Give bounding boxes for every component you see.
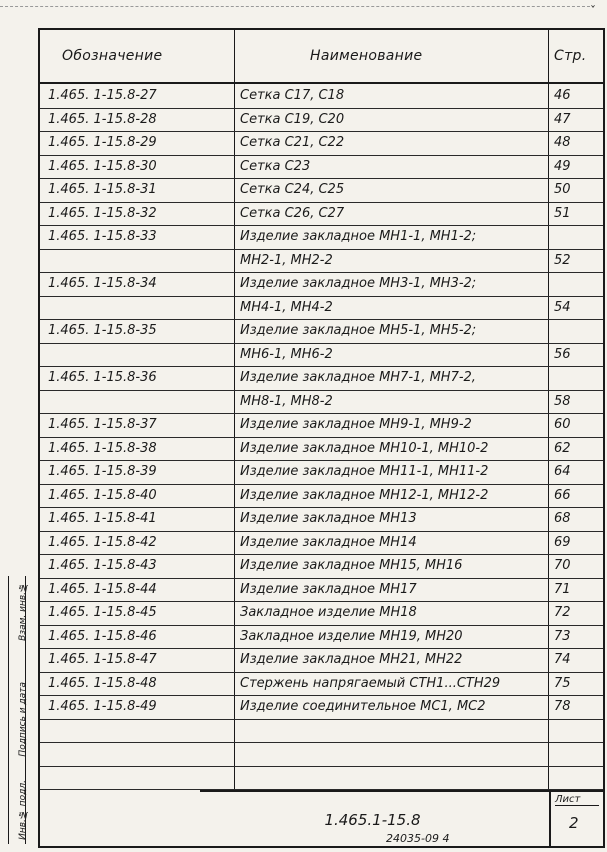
row-code: 1.465. 1-15.8-27 <box>48 88 157 103</box>
side-label-replacement: Взам. инв.№ <box>18 582 28 641</box>
row-name: Стержень напрягаемый СТН1...СТН29 <box>240 675 501 691</box>
table-row <box>40 319 603 344</box>
row-page: 75 <box>554 675 571 691</box>
row-code: 1.465. 1-15.8-45 <box>48 605 157 620</box>
row-name: Сетка С24, С25 <box>240 182 345 197</box>
row-code: 1.465. 1-15.8-48 <box>48 675 157 691</box>
table-row <box>40 672 603 697</box>
title-block-code: 1.465.1-15.8 <box>324 811 421 829</box>
row-code: 1.465. 1-15.8-38 <box>48 440 157 456</box>
table-row <box>40 155 603 180</box>
row-page: 71 <box>554 581 571 597</box>
row-name: МН6-1, МН6-2 <box>240 346 333 362</box>
table-row <box>40 343 603 368</box>
row-code: 1.465. 1-15.8-34 <box>48 276 157 291</box>
side-cell-replacement <box>8 576 26 676</box>
row-name: Закладное изделие МН18 <box>240 605 417 620</box>
top-edge-rule <box>0 6 590 7</box>
row-code: 1.465. 1-15.8-28 <box>48 111 157 127</box>
row-name: Сетка С19, С20 <box>240 111 345 127</box>
row-page: 64 <box>554 464 571 479</box>
row-code: 1.465. 1-15.8-42 <box>48 534 157 550</box>
row-name: Изделие соединительное МС1, МС2 <box>240 699 486 714</box>
row-name: Сетка С21, С22 <box>240 135 345 150</box>
row-page: 66 <box>554 487 571 503</box>
row-page: 68 <box>554 511 571 526</box>
sheet-label: Лист <box>555 794 599 806</box>
row-page: 54 <box>554 299 571 315</box>
row-name: Изделие закладное МН9-1, МН9-2 <box>240 417 472 432</box>
table-row <box>40 178 603 203</box>
table-row <box>40 695 603 720</box>
row-name: Изделие закладное МН1-1, МН1-2; <box>240 229 477 244</box>
header-page: Стр. <box>554 48 587 64</box>
row-page: 69 <box>554 534 571 550</box>
row-code: 1.465. 1-15.8-40 <box>48 487 157 503</box>
table-row <box>40 484 603 509</box>
table-row <box>40 625 603 650</box>
row-code: 1.465. 1-15.8-35 <box>48 323 157 338</box>
row-name: Изделие закладное МН15, МН16 <box>240 558 463 573</box>
row-name: Закладное изделие МН19, МН20 <box>240 628 463 644</box>
table-row <box>40 390 603 415</box>
row-page: 60 <box>554 417 571 432</box>
sheet-number-box <box>549 792 603 848</box>
table-row <box>40 272 603 297</box>
table-row <box>40 84 603 109</box>
table-row <box>40 366 603 391</box>
row-code: 1.465. 1-15.8-43 <box>48 558 157 573</box>
row-name: Изделие закладное МН7-1, МН7-2, <box>240 370 476 385</box>
row-name: МН4-1, МН4-2 <box>240 299 333 315</box>
row-page: 62 <box>554 440 571 456</box>
table-row <box>40 554 603 579</box>
header-name: Наименование <box>310 48 423 64</box>
row-code: 1.465. 1-15.8-31 <box>48 182 157 197</box>
row-code: 1.465. 1-15.8-33 <box>48 229 157 244</box>
table-row <box>40 249 603 274</box>
top-corner-mark: ˇ <box>590 4 596 18</box>
table-frame <box>38 28 605 848</box>
row-page: 52 <box>554 252 571 268</box>
row-code: 1.465. 1-15.8-39 <box>48 464 157 479</box>
row-page: 48 <box>554 135 571 150</box>
row-page: 50 <box>554 182 571 197</box>
row-page: 49 <box>554 158 571 174</box>
table-row <box>40 460 603 485</box>
row-name: Изделие закладное МН11-1, МН11-2 <box>240 464 489 479</box>
side-label-inventory: Инв.№ подл. <box>18 780 28 840</box>
row-name: Изделие закладное МН17 <box>240 581 417 597</box>
table-row <box>40 296 603 321</box>
table-row <box>40 202 603 227</box>
row-name: Изделие закладное МН10-1, МН10-2 <box>240 440 489 456</box>
side-label-signature: Подпись и дата <box>18 682 28 757</box>
table-row <box>40 578 603 603</box>
row-code: 1.465. 1-15.8-32 <box>48 205 157 221</box>
row-page: 56 <box>554 346 571 362</box>
row-page: 72 <box>554 605 571 620</box>
row-page: 74 <box>554 652 571 667</box>
sheet-number: 2 <box>569 814 579 832</box>
row-page: 47 <box>554 111 571 127</box>
row-page: 46 <box>554 88 571 103</box>
side-margin-stamp <box>0 576 36 846</box>
table-row <box>40 225 603 250</box>
row-page: 58 <box>554 393 571 409</box>
row-code: 1.465. 1-15.8-41 <box>48 511 157 526</box>
row-page: 78 <box>554 699 571 714</box>
side-cell-inventory <box>8 776 26 844</box>
row-name: Сетка С23 <box>240 158 311 174</box>
row-code: 1.465. 1-15.8-30 <box>48 158 157 174</box>
table-row <box>40 531 603 556</box>
table-row <box>40 507 603 532</box>
table-row <box>40 648 603 673</box>
archive-number: 24035-09 4 <box>386 832 450 845</box>
row-code: 1.465. 1-15.8-44 <box>48 581 157 597</box>
table-row <box>40 742 603 767</box>
row-name: Изделие закладное МН12-1, МН12-2 <box>240 487 489 503</box>
row-code: 1.465. 1-15.8-49 <box>48 699 157 714</box>
table-row <box>40 601 603 626</box>
table-row <box>40 413 603 438</box>
row-page: 70 <box>554 558 571 573</box>
table-row <box>40 437 603 462</box>
row-name: Изделие закладное МН3-1, МН3-2; <box>240 276 477 291</box>
row-code: 1.465. 1-15.8-36 <box>48 370 157 385</box>
row-name: Изделие закладное МН13 <box>240 511 417 526</box>
row-name: Сетка С17, С18 <box>240 88 345 103</box>
row-name: МН2-1, МН2-2 <box>240 252 333 268</box>
row-code: 1.465. 1-15.8-37 <box>48 417 157 432</box>
table-row <box>40 108 603 133</box>
row-name: Сетка С26, С27 <box>240 205 345 221</box>
header-code: Обозначение <box>62 48 163 64</box>
table-row <box>40 131 603 156</box>
row-name: Изделие закладное МН14 <box>240 534 417 550</box>
row-name: Изделие закладное МН5-1, МН5-2; <box>240 323 477 338</box>
row-name: МН8-1, МН8-2 <box>240 393 333 409</box>
row-name: Изделие закладное МН21, МН22 <box>240 652 463 667</box>
row-code: 1.465. 1-15.8-47 <box>48 652 157 667</box>
table-row <box>40 719 603 744</box>
row-page: 51 <box>554 205 571 221</box>
table-row <box>40 766 603 791</box>
side-cell-signature <box>8 676 26 776</box>
row-code: 1.465. 1-15.8-29 <box>48 135 157 150</box>
row-code: 1.465. 1-15.8-46 <box>48 628 157 644</box>
row-page: 73 <box>554 628 571 644</box>
